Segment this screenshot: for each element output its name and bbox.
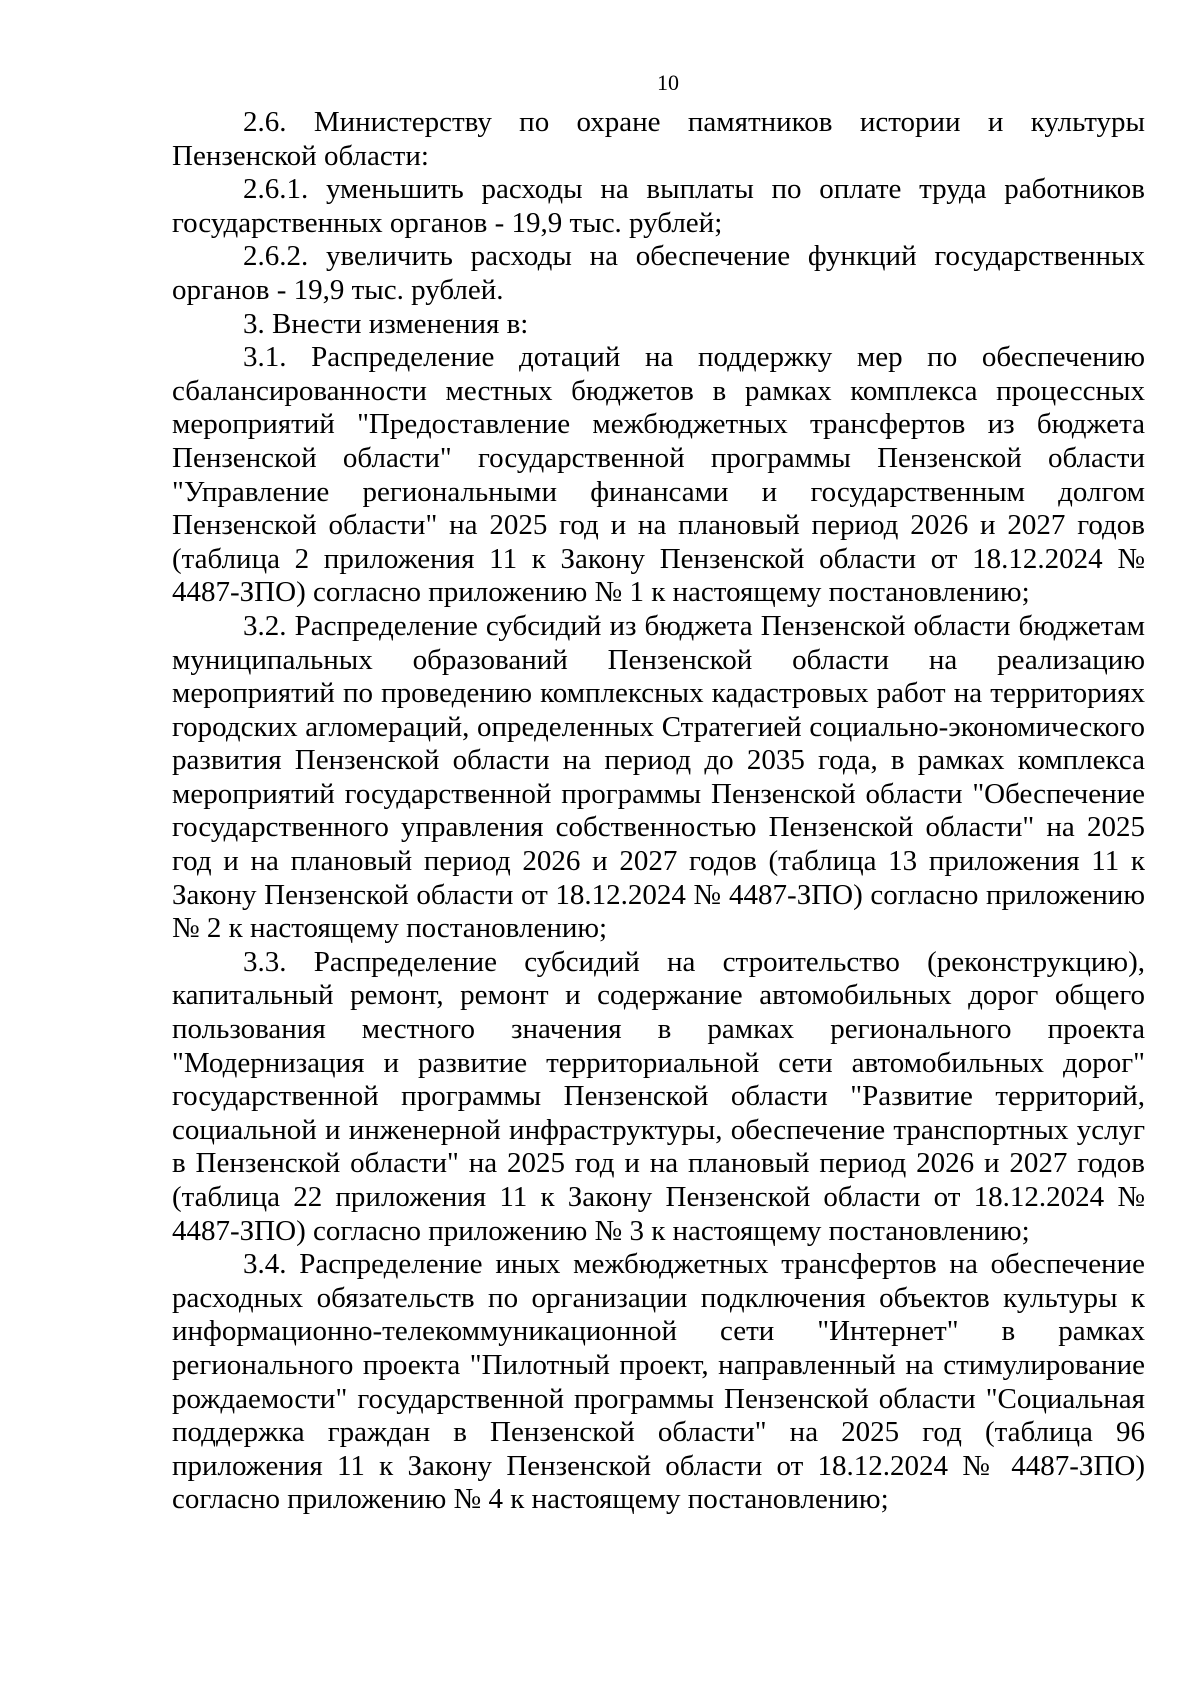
paragraph-3-1: 3.1. Распределение дотаций на поддержку мер по обеспечению сбалансированности местных бюджетов в рамках комплекса процессных мероприятий "Предоставление межбюджетных трансфертов из бюджета Пензенской области" государственной программы Пензенской области "Управление региональными финансами и государственным долгом Пензенской области" на 2025 год и на плановый период 2026 и 2027 годов (таблица 2 приложения 11 к Закону Пензенской области от 18.12.2024 № 4487-ЗПО) согласно приложению № 1 к настоящему постановлению; [172, 341, 1145, 609]
document-body [172, 106, 1145, 1517]
paragraph-2-6-2: 2.6.2. увеличить расходы на обеспечение функций государственных органов - 19,9 тыс. рублей. [172, 240, 1145, 306]
paragraph-2-6-1: 2.6.1. уменьшить расходы на выплаты по оплате труда работников государственных органов - 19,9 тыс. рублей; [172, 173, 1145, 239]
paragraph-3: 3. Внести изменения в: [243, 307, 529, 340]
paragraph-2-6: 2.6. Министерству по охране памятников истории и культуры Пензенской области: [172, 106, 1145, 172]
paragraph-3-2: 3.2. Распределение субсидий из бюджета Пензенской области бюджетам муниципальных образований Пензенской области на реализацию мероприятий по проведению комплексных кадастровых работ на территориях городских агломераций, определенных Стратегией социально-экономического развития Пензенской области на период до 2035 года, в рамках комплекса мероприятий государственной программы Пензенской области "Обеспечение государственного управления собственностью Пензенской области" на 2025 год и на плановый период 2026 и 2027 годов (таблица 13 приложения 11 к Закону Пензенской области от 18.12.2024 № 4487-ЗПО) согласно приложению № 2 к настоящему постановлению; [172, 609, 1145, 945]
paragraph-3-4: 3.4. Распределение иных межбюджетных трансфертов на обеспечение расходных обязательств по организации подключения объектов культуры к информационно-телекоммуникационной сети "Интернет" в рамках регионального проекта "Пилотный проект, направленный на стимулирование рождаемости" государственной программы Пензенской области "Социальная поддержка граждан в Пензенской области" на 2025 год (таблица 96 приложения 11 к Закону Пензенской области от 18.12.2024 № 4487-ЗПО) согласно приложению № 4 к настоящему постановлению; [172, 1248, 1145, 1516]
page-number: 10 [657, 70, 679, 95]
paragraph-3-3: 3.3. Распределение субсидий на строительство (реконструкцию), капитальный ремонт, ремонт и содержание автомобильных дорог общего пользования местного значения в рамках регионального проекта "Модернизация и развитие территориальной сети автомобильных дорог" государственной программы Пензенской области "Развитие территорий, социальной и инженерной инфраструктуры, обеспечение транспортных услуг в Пензенской области" на 2025 год и на плановый период 2026 и 2027 годов (таблица 22 приложения 11 к Закону Пензенской области от 18.12.2024 № 4487-ЗПО) согласно приложению № 3 к настоящему постановлению; [172, 945, 1145, 1247]
